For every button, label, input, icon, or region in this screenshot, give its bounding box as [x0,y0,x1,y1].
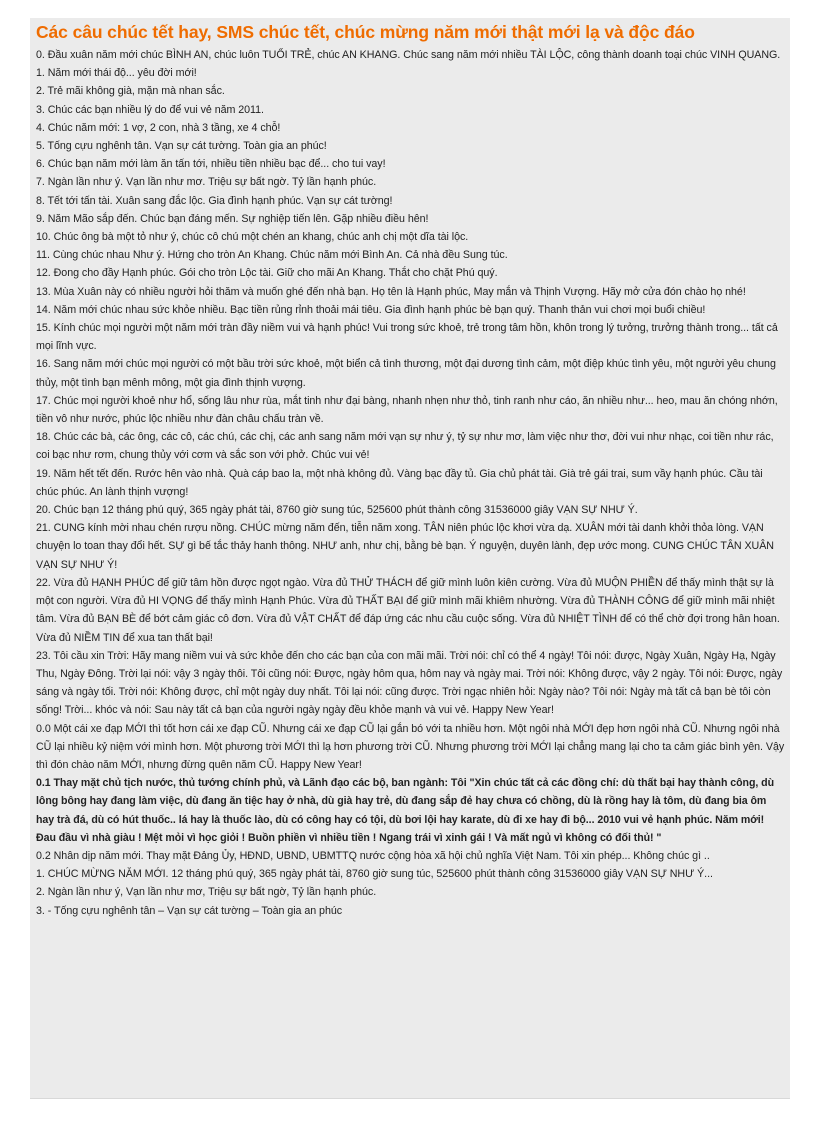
list-item: 22. Vừa đủ HẠNH PHÚC để giữ tâm hồn được ngọt ngào. Vừa đủ THỬ THÁCH để giữ mình luôn kiên cường. Vừa đủ MUỘN PHIỀN để thấy mình thật sự là một con người. Vừa đủ HI VỌNG để thấy mình Hạnh Phúc. Vừa đủ THẤT BẠI để giữ mình mãi khiêm nhường. Vừa đủ THÀNH CÔNG để giữ mình mãi nhiệt tâm. Vừa đủ BẠN BÈ để bớt cảm giác cô đơn. Vừa đủ VẬT CHẤT để đáp ứng các nhu cầu cuộc sống. Vừa đủ NHIỆT TÌNH để có thể chờ đợi trong hân hoan. Vừa đủ NIỀM TIN để xua tan thất bại! [36,576,780,644]
page-divider [30,1098,790,1099]
list-item: 21. CUNG kính mời nhau chén rượu nồng. CHÚC mừng năm đến, tiễn năm xong. TÂN niên phúc lộc khơi vừa dạ. XUÂN mới tài danh khởi thỏa lòng. VẠN chuyện lo toan thay đổi hết. SỰ gì bế tắc thảy hanh thông. NHƯ anh, như chị, bằng bè bạn. Ý nguyện, duyên lành, đẹp ước mong. CUNG CHÚC TÂN XUÂN VẠN SỰ NHƯ Ý! [36,522,774,571]
list-item: 14. Năm mới chúc nhau sức khỏe nhiều. Bạc tiền rủng rỉnh thoải mái tiêu. Gia đình hạnh phúc bè bạn quý. Thanh thản vui chơi mọi buổi chiều! [36,303,706,316]
list-item: 20. Chúc bạn 12 tháng phú quý, 365 ngày phát tài, 8760 giờ sung túc, 525600 phút thành công 31536000 giây VẠN SỰ NHƯ Ý. [36,504,638,517]
list-item: 3. - Tống cựu nghênh tân – Vạn sự cát tường – Toàn gia an phúc [36,904,343,917]
list-item: 5. Tống cựu nghênh tân. Vạn sự cát tường. Toàn gia an phúc! [36,140,327,153]
list-item: 3. Chúc các bạn nhiều lý do để vui vẻ năm 2011. [36,103,264,116]
list-item: 16. Sang năm mới chúc mọi người có một bầu trời sức khoẻ, một biển cả tình thương, một đại dương tình cảm, một điệp khúc tình yêu, một người yêu chung thủy, một tình bạn mênh mông, một gia đình thịnh vượng. [36,358,776,389]
document-page [30,18,790,1098]
list-item: 23. Tôi cầu xin Trời: Hãy mang niềm vui và sức khỏe đến cho các bạn của con mãi mãi. Trời nói: chỉ có thể 4 ngày! Tôi nói: được, Ngày Xuân, Ngày Hạ, Ngày Thu, Ngày Đông. Trời lại nói: vậy 3 ngày thôi. Tôi cũng nói: Được, ngày hôm qua, hôm nay và ngày mai. Trời nói: Không được, vậy 2 ngày. Tôi nói: Được, ngày sáng và ngày tối. Trời nói: Không được, chỉ một ngày duy nhất. Tôi lại nói: cũng được. Trời ngạc nhiên hỏi: Ngày nào? Tôi nói: Ngày mà tất cả bạn bè tôi còn sống! Trời... khóc và nói: Sau này tất cả bạn của người ngày ngày đều khỏe mạnh và vui vẻ. Happy New Year! [36,649,783,717]
list-item: 13. Mùa Xuân này có nhiều người hỏi thăm và muốn ghé đến nhà bạn. Họ tên là Hạnh phúc, May mắn và Thịnh Vượng. Hãy mở cửa đón chào họ nhé! [36,285,746,298]
list-item: 12. Đong cho đầy Hạnh phúc. Gói cho tròn Lộc tài. Giữ cho mãi An Khang. Thắt cho chặt Phú quý. [36,267,498,280]
list-item: 11. Cùng chúc nhau Như ý. Hứng cho tròn An Khang. Chúc năm mới Bình An. Cả nhà đều Sung túc. [36,249,508,262]
list-item: 0.2 Nhân dịp năm mới. Thay mặt Đảng Ủy, HĐND, UBND, UBMTTQ nước cộng hòa xã hội chủ nghĩa Việt Nam. Tôi xin phép... Không chúc gì .. [36,849,710,862]
list-item: 1. Năm mới thái độ... yêu đời mới! [36,67,197,80]
list-item: 0. Đầu xuân năm mới chúc BÌNH AN, chúc luôn TUỔI TRẺ, chúc AN KHANG. Chúc sang năm mới nhiều TÀI LỘC, công thành doanh toại chúc VINH QUANG. [36,49,781,61]
list-item: 0.1 Thay mặt chủ tịch nước, thủ tướng chính phủ, và Lãnh đạo các bộ, ban ngành: Tôi "Xin chúc tất cả các đồng chí: dù thất bại hay thành công, dù lông bông hay đang làm việc, dù đang ăn tiệc hay ở nhà, dù già hay trẻ, dù đang sắp đẻ hay chưa có chồng, dù là rồng hay là tôm, dù đang bia ôm hay trà đá, dù có hút thuốc.. lá hay là thuốc lào, dù có công hay có tội, dù bơi lội hay karate, dù đi xe hay đi bộ... 2010 vui vẻ hạnh phúc. Năm mới! Đau đầu vì nhà giàu ! Mệt mỏi vì học giỏi ! Buồn phiền vì nhiều tiền ! Ngang trái vì xinh gái ! Và mất ngủ vì không có đối thủ! " [36,777,775,844]
list-item: 18. Chúc các bà, các ông, các cô, các chú, các chị, các anh sang năm mới vạn sự như ý, tỷ sự như mơ, làm việc như thơ, đời vui như nhạc, coi tiền như rác, coi bạc như rơm, chung thủy với cơm và sắc son với phở. Chúc vui vẻ! [36,431,774,462]
list-item: 6. Chúc bạn năm mới làm ăn tấn tới, nhiều tiền nhiều bạc để... cho tui vay! [36,158,386,171]
list-item: 19. Năm hết tết đến. Rước hên vào nhà. Quà cáp bao la, một nhà không đủ. Vàng bạc đầy tủ. Gia chủ phát tài. Già trẻ gái trai, sum vầy hạnh phúc. Cầu tài chúc phúc. An lành thịnh vượng! [36,467,763,498]
page-title: Các câu chúc tết hay, SMS chúc tết, chúc mừng năm mới thật mới lạ và độc đáo [36,22,695,42]
list-item: 15. Kính chúc mọi người một năm mới tràn đầy niềm vui và hạnh phúc! Vui trong sức khoẻ, trẻ trong tâm hồn, khôn trong lý tưởng, trưởng thành trong... tất cả mọi lĩnh vực. [36,322,778,353]
list-item: 8. Tết tới tấn tài. Xuân sang đắc lộc. Gia đình hạnh phúc. Vạn sự cát tường! [36,194,393,207]
list-item: 7. Ngàn lần như ý. Vạn lần như mơ. Triệu sự bất ngờ. Tỷ lần hạnh phúc. [36,176,377,189]
list-item: 1. CHÚC MỪNG NĂM MỚI. 12 tháng phú quý, 365 ngày phát tài, 8760 giờ sung túc, 525600 phút thành công 31536000 giây VẠN SỰ NHƯ Ý... [36,868,713,881]
list-item: 0.0 Một cái xe đạp MỚI thì tốt hơn cái xe đạp CŨ. Nhưng cái xe đạp CŨ lại gắn bó với ta nhiều hơn. Một ngôi nhà MỚI đẹp hơn ngôi nhà CŨ. Nhưng ngôi nhà CŨ lại nhiều kỷ niệm với mình hơn. Một phương trời MỚI thì lạ hơn phương trời CŨ. Nhưng phương trời MỚI lại chẳng mang lại cho ta cảm giác bình yên. Vậy thì đón chào năm MỚI, nhưng đừng quên năm CŨ. Happy New Year! [36,722,785,771]
list-item: 2. Trẻ mãi không già, mặn mà nhan sắc. [36,85,225,98]
list-item: 4. Chúc năm mới: 1 vợ, 2 con, nhà 3 tầng, xe 4 chỗ! [36,121,281,134]
list-item: 17. Chúc mọi người khoẻ như hổ, sống lâu như rùa, mắt tinh như đại bàng, nhanh nhẹn như thỏ, tinh ranh như cáo, ăn nhiều như... heo, mau ăn chóng nhớn, tiền vô như nước, phúc lộc nhiều như đàn châu chấu tràn về. [36,394,778,426]
list-item: 9. Năm Mão sắp đến. Chúc bạn đáng mến. Sự nghiệp tiến lên. Gặp nhiều điều hên! [36,212,429,225]
wishes-list [36,46,785,920]
list-item: 10. Chúc ông bà một tỏ như ý, chúc cô chú một chén an khang, chúc anh chị một dĩa tài lộc. [36,231,469,244]
list-item: 2. Ngàn lần như ý, Vạn lần như mơ, Triệu sự bất ngờ, Tỷ lần hạnh phúc. [36,886,377,899]
